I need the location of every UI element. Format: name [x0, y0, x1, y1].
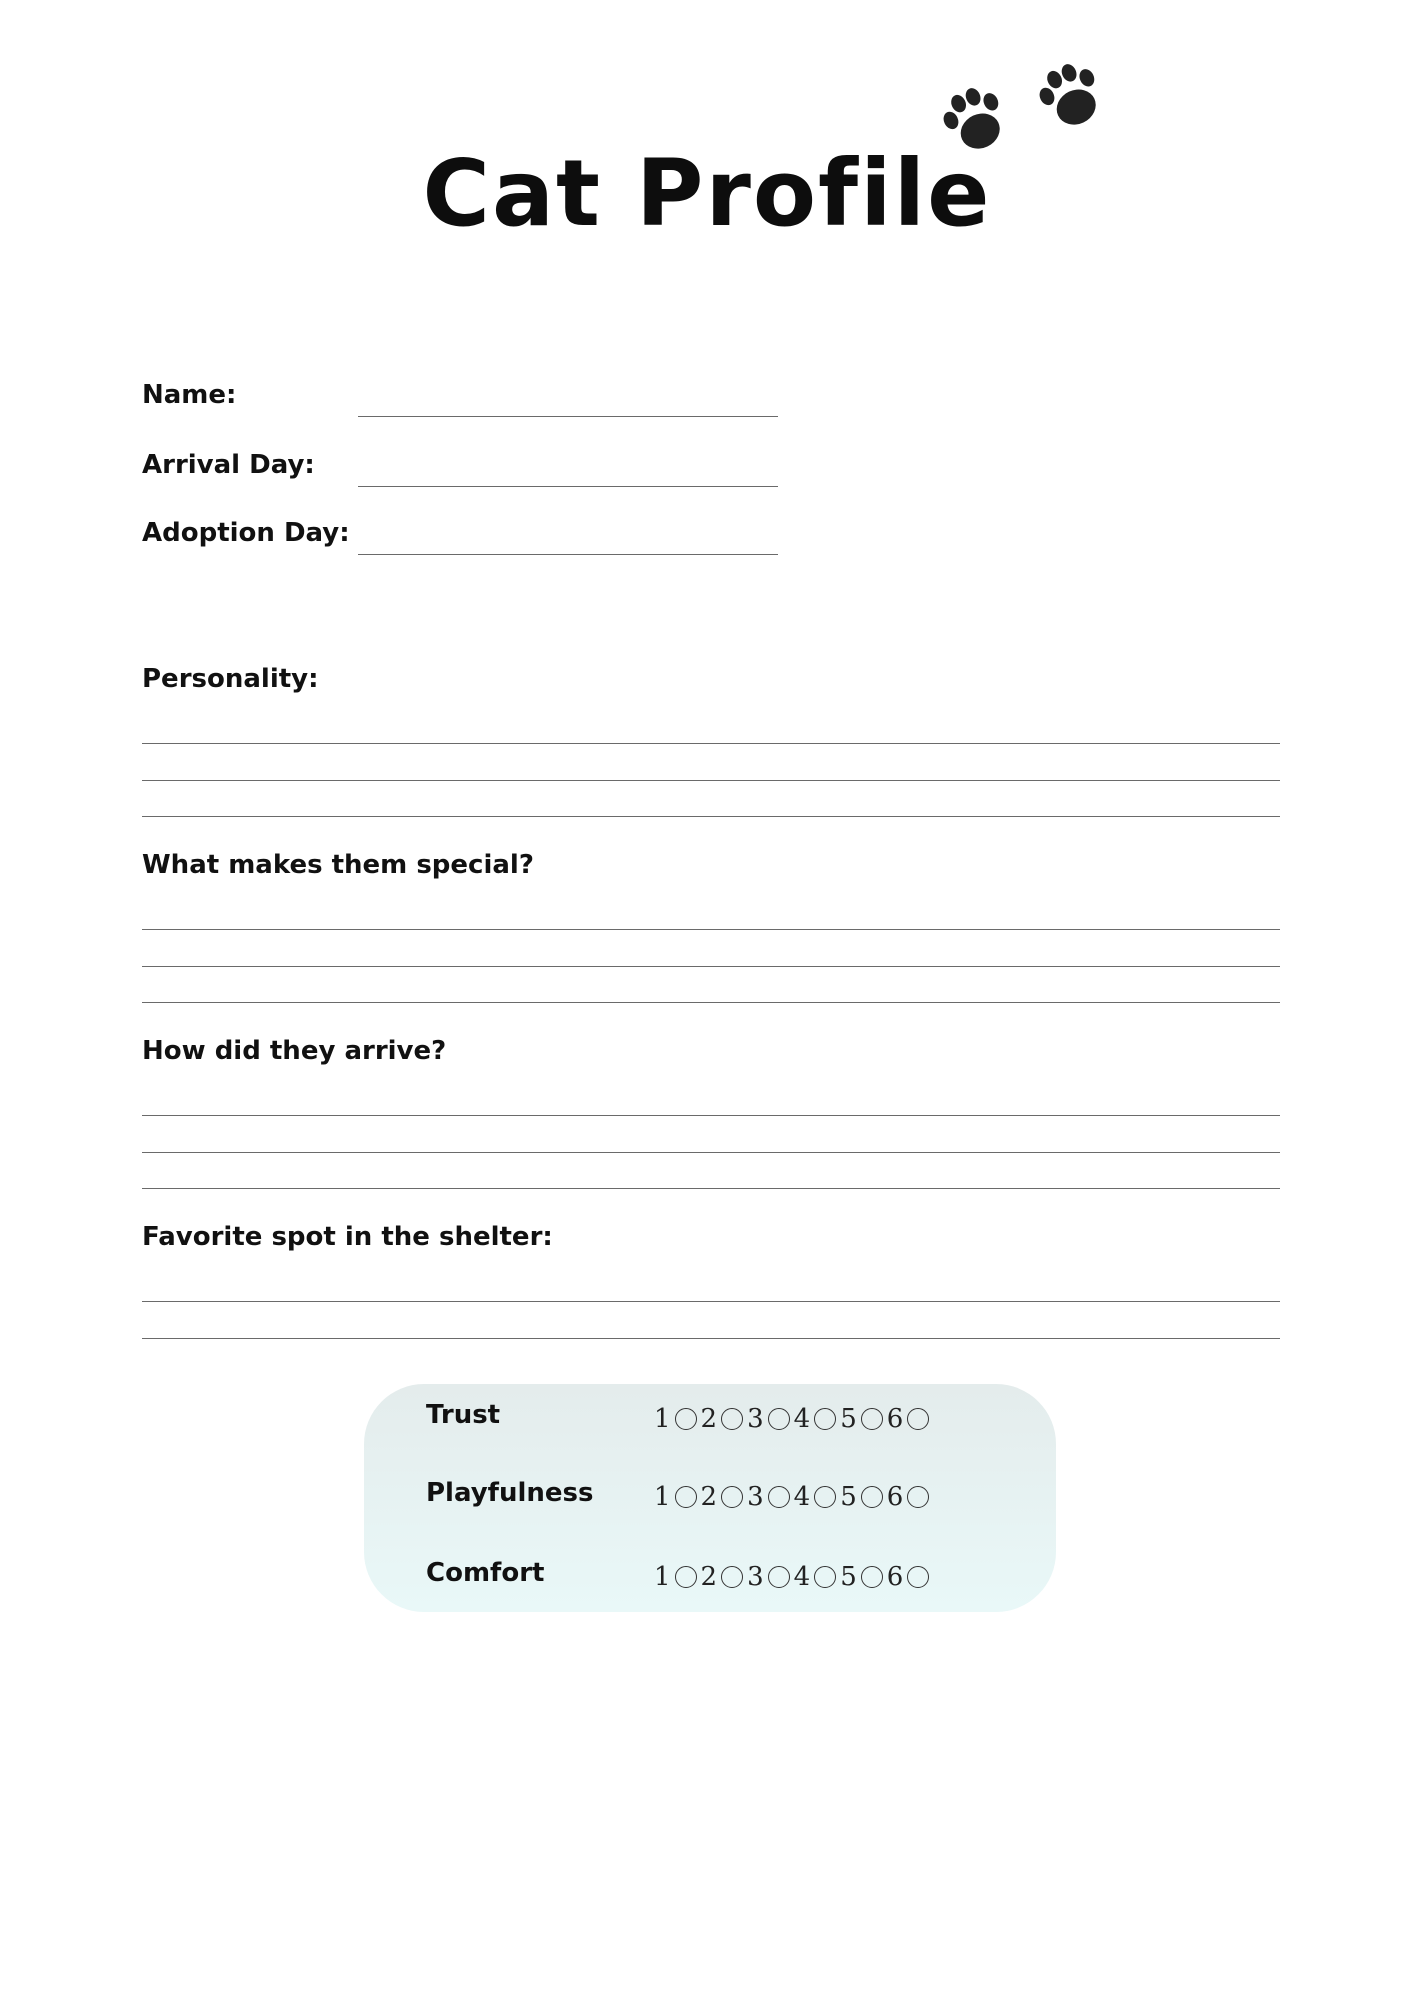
rating-number: 2 [700, 1562, 718, 1592]
personality-label: Personality: [142, 664, 319, 694]
rating-radio[interactable] [814, 1566, 836, 1588]
rating-row-trust [364, 1400, 1056, 1440]
personality-line[interactable] [142, 780, 1280, 781]
comfort-label: Comfort [426, 1558, 545, 1588]
rating-radio[interactable] [675, 1408, 697, 1430]
rating-radio[interactable] [768, 1486, 790, 1508]
name-field[interactable] [358, 416, 778, 417]
rating-radio[interactable] [814, 1408, 836, 1430]
arrival-story-line[interactable] [142, 1188, 1280, 1189]
playfulness-scale [654, 1482, 933, 1512]
rating-number: 5 [840, 1562, 857, 1592]
rating-row-comfort [364, 1558, 1056, 1598]
special-line[interactable] [142, 966, 1280, 967]
personality-line[interactable] [142, 743, 1280, 744]
rating-number: 2 [700, 1482, 718, 1512]
rating-number: 1 [654, 1562, 671, 1592]
rating-radio[interactable] [861, 1566, 883, 1588]
rating-radio[interactable] [675, 1566, 697, 1588]
rating-number: 4 [793, 1404, 811, 1434]
rating-panel [364, 1384, 1056, 1612]
personality-line[interactable] [142, 816, 1280, 817]
rating-number: 6 [886, 1404, 904, 1434]
rating-radio[interactable] [907, 1408, 929, 1430]
rating-number: 1 [654, 1482, 671, 1512]
arrival-story-line[interactable] [142, 1152, 1280, 1153]
rating-number: 3 [747, 1482, 764, 1512]
rating-radio[interactable] [814, 1486, 836, 1508]
page-title: Cat Profile [422, 140, 992, 247]
rating-row-playfulness [364, 1478, 1056, 1518]
rating-radio[interactable] [907, 1566, 929, 1588]
rating-number: 5 [840, 1482, 857, 1512]
rating-number: 3 [747, 1404, 764, 1434]
rating-radio[interactable] [721, 1408, 743, 1430]
rating-radio[interactable] [721, 1486, 743, 1508]
rating-radio[interactable] [768, 1408, 790, 1430]
trust-label: Trust [426, 1400, 501, 1430]
rating-number: 5 [840, 1404, 857, 1434]
arrival-day-field[interactable] [358, 486, 778, 487]
rating-radio[interactable] [768, 1566, 790, 1588]
comfort-scale [654, 1562, 933, 1592]
arrival-story-line[interactable] [142, 1115, 1280, 1116]
rating-number: 1 [654, 1404, 671, 1434]
rating-radio[interactable] [907, 1486, 929, 1508]
rating-radio[interactable] [675, 1486, 697, 1508]
adoption-day-field[interactable] [358, 554, 778, 555]
adoption-day-label: Adoption Day: [142, 518, 350, 548]
rating-radio[interactable] [861, 1408, 883, 1430]
arrival-story-label: How did they arrive? [142, 1036, 447, 1066]
rating-number: 2 [700, 1404, 718, 1434]
rating-number: 3 [747, 1562, 764, 1592]
rating-number: 4 [793, 1482, 811, 1512]
trust-scale [654, 1404, 933, 1434]
rating-number: 6 [886, 1482, 904, 1512]
name-label: Name: [142, 380, 237, 410]
special-label: What makes them special? [142, 850, 534, 880]
rating-radio[interactable] [861, 1486, 883, 1508]
rating-radio[interactable] [721, 1566, 743, 1588]
rating-number: 4 [793, 1562, 811, 1592]
playfulness-label: Playfulness [426, 1478, 594, 1508]
favorite-spot-line[interactable] [142, 1301, 1280, 1302]
favorite-spot-line[interactable] [142, 1338, 1280, 1339]
paw-print-icon [1019, 45, 1125, 151]
rating-number: 6 [886, 1562, 904, 1592]
special-line[interactable] [142, 1002, 1280, 1003]
arrival-day-label: Arrival Day: [142, 450, 315, 480]
special-line[interactable] [142, 929, 1280, 930]
favorite-spot-label: Favorite spot in the shelter: [142, 1222, 553, 1252]
